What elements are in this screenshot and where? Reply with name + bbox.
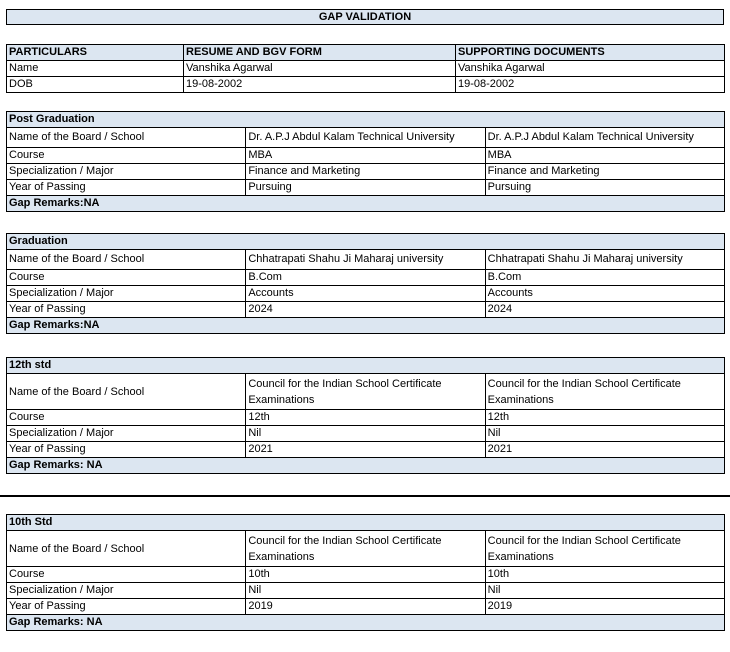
resume-value: Nil xyxy=(246,426,485,442)
resume-value: Council for the Indian School Certificate Examinations xyxy=(246,374,485,410)
resume-value: MBA xyxy=(246,148,485,164)
row-label: Name of the Board / School xyxy=(7,374,246,410)
table-row xyxy=(7,410,725,426)
gap-remarks: Gap Remarks:NA xyxy=(7,318,725,334)
row-label: Specialization / Major xyxy=(7,426,246,442)
row-label: Year of Passing xyxy=(7,302,246,318)
row-label: Name of the Board / School xyxy=(7,250,246,270)
docs-value: 12th xyxy=(485,410,724,426)
resume-value: 19-08-2002 xyxy=(184,77,456,93)
docs-value: Finance and Marketing xyxy=(485,164,724,180)
graduation-table xyxy=(6,233,725,334)
table-header-row xyxy=(7,45,725,61)
gap-remarks: Gap Remarks: NA xyxy=(7,458,725,474)
table-row xyxy=(7,531,725,567)
section-divider xyxy=(0,495,730,497)
docs-value: MBA xyxy=(485,148,724,164)
table-row xyxy=(7,599,725,615)
gap-remarks-row xyxy=(7,615,725,631)
row-label: Course xyxy=(7,148,246,164)
row-label: Specialization / Major xyxy=(7,164,246,180)
docs-value: Accounts xyxy=(485,286,724,302)
table-row xyxy=(7,286,725,302)
docs-value: Vanshika Agarwal xyxy=(456,61,725,77)
row-label: Name xyxy=(7,61,184,77)
docs-value: 2024 xyxy=(485,302,724,318)
gap-remarks-row xyxy=(7,458,725,474)
section-heading-row xyxy=(7,234,725,250)
docs-value: 19-08-2002 xyxy=(456,77,725,93)
row-label: DOB xyxy=(7,77,184,93)
docs-value: 2021 xyxy=(485,442,724,458)
personal-details-table xyxy=(6,44,725,93)
resume-value: B.Com xyxy=(246,270,485,286)
tenth-std-table xyxy=(6,514,725,631)
row-label: Year of Passing xyxy=(7,442,246,458)
docs-value: 10th xyxy=(485,567,724,583)
table-row xyxy=(7,128,725,148)
row-label: Course xyxy=(7,567,246,583)
section-heading: Graduation xyxy=(7,234,725,250)
table-row xyxy=(7,302,725,318)
row-label: Specialization / Major xyxy=(7,286,246,302)
post-graduation-table xyxy=(6,111,725,212)
docs-value: Council for the Indian School Certificate Examinations xyxy=(485,374,724,410)
row-label: Year of Passing xyxy=(7,180,246,196)
docs-value: 2019 xyxy=(485,599,724,615)
resume-value: 2021 xyxy=(246,442,485,458)
table-row xyxy=(7,77,725,93)
resume-value: Dr. A.P.J Abdul Kalam Technical University xyxy=(246,128,485,148)
docs-value: Dr. A.P.J Abdul Kalam Technical University xyxy=(485,128,724,148)
table-row xyxy=(7,180,725,196)
resume-value: 12th xyxy=(246,410,485,426)
resume-value: Nil xyxy=(246,583,485,599)
resume-value: 2019 xyxy=(246,599,485,615)
docs-value: Nil xyxy=(485,426,724,442)
docs-value: Council for the Indian School Certificate Examinations xyxy=(485,531,724,567)
row-label: Course xyxy=(7,410,246,426)
row-label: Name of the Board / School xyxy=(7,128,246,148)
table-row xyxy=(7,442,725,458)
resume-value: 10th xyxy=(246,567,485,583)
resume-value: Council for the Indian School Certificate Examinations xyxy=(246,531,485,567)
docs-value: Chhatrapati Shahu Ji Maharaj university xyxy=(485,250,724,270)
docs-value: Pursuing xyxy=(485,180,724,196)
resume-value: Accounts xyxy=(246,286,485,302)
table-row xyxy=(7,374,725,410)
header-particulars: PARTICULARS xyxy=(7,45,184,61)
section-heading-row xyxy=(7,112,725,128)
section-heading-row xyxy=(7,358,725,374)
header-resume-bgv: RESUME AND BGV FORM xyxy=(184,45,456,61)
gap-remarks: Gap Remarks: NA xyxy=(7,615,725,631)
table-row xyxy=(7,61,725,77)
docs-value: Nil xyxy=(485,583,724,599)
gap-remarks-row xyxy=(7,196,725,212)
resume-value: Chhatrapati Shahu Ji Maharaj university xyxy=(246,250,485,270)
twelfth-std-table xyxy=(6,357,725,474)
table-row xyxy=(7,250,725,270)
resume-value: Finance and Marketing xyxy=(246,164,485,180)
docs-value: B.Com xyxy=(485,270,724,286)
table-row xyxy=(7,148,725,164)
gap-remarks-row xyxy=(7,318,725,334)
page-title: GAP VALIDATION xyxy=(6,9,724,25)
table-row xyxy=(7,426,725,442)
section-heading: Post Graduation xyxy=(7,112,725,128)
section-heading: 12th std xyxy=(7,358,725,374)
section-heading: 10th Std xyxy=(7,515,725,531)
row-label: Specialization / Major xyxy=(7,583,246,599)
table-row xyxy=(7,583,725,599)
table-row xyxy=(7,270,725,286)
resume-value: Pursuing xyxy=(246,180,485,196)
table-row xyxy=(7,164,725,180)
row-label: Name of the Board / School xyxy=(7,531,246,567)
gap-remarks: Gap Remarks:NA xyxy=(7,196,725,212)
resume-value: 2024 xyxy=(246,302,485,318)
row-label: Year of Passing xyxy=(7,599,246,615)
table-row xyxy=(7,567,725,583)
section-heading-row xyxy=(7,515,725,531)
resume-value: Vanshika Agarwal xyxy=(184,61,456,77)
header-supporting-docs: SUPPORTING DOCUMENTS xyxy=(456,45,725,61)
row-label: Course xyxy=(7,270,246,286)
